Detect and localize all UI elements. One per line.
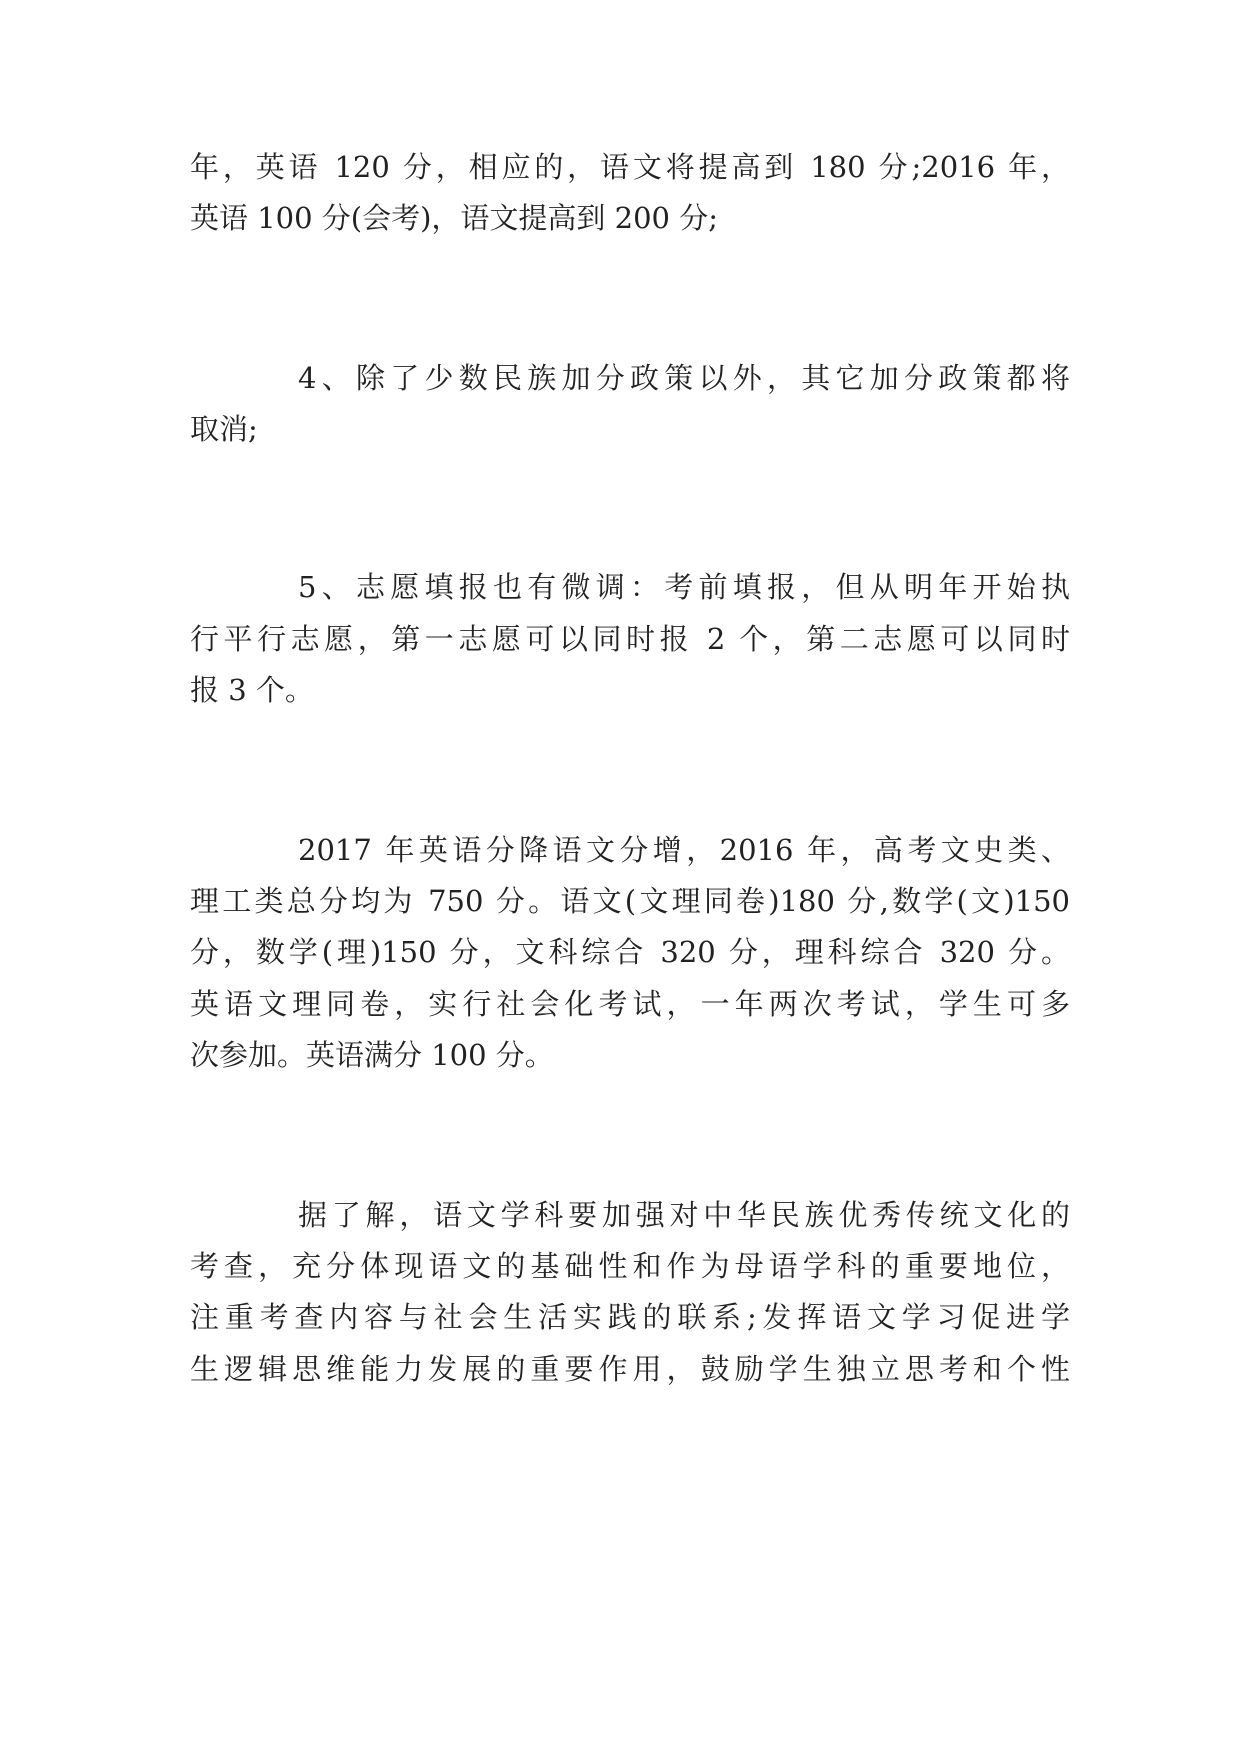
paragraph-3-line-3: 报 3 个。 [190,673,314,707]
paragraph-3-line-2: 行平行志愿，第一志愿可以同时报 2 个，第二志愿可以同时 [190,622,1070,656]
paragraph-2-line-2: 取消; [190,412,258,446]
paragraph-4-line-4: 英语文理同卷，实行社会化考试，一年两次考试，学生可多 [190,987,1070,1021]
paragraph-5-line-4: 生逻辑思维能力发展的重要作用，鼓励学生独立思考和个性 [190,1352,1070,1386]
paragraph-4-line-3: 分，数学(理)150 分，文科综合 320 分，理科综合 320 分。 [190,935,1070,969]
paragraph-4-line-2: 理工类总分均为 750 分。语文(文理同卷)180 分,数学(文)150 [190,884,1070,918]
paragraph-5-line-3: 注重考查内容与社会生活实践的联系;发挥语文学习促进学 [190,1300,1070,1334]
paragraph-4-line-1: 2017 年英语分降语文分增，2016 年，高考文史类、 [298,833,1070,867]
paragraph-1-line-2: 英语 100 分(会考)，语文提高到 200 分; [190,201,718,235]
paragraph-2-line-1: 4、除了少数民族加分政策以外，其它加分政策都将 [298,361,1070,395]
paragraph-3-line-1: 5、志愿填报也有微调：考前填报，但从明年开始执 [298,570,1070,604]
paragraph-4-line-5: 次参加。英语满分 100 分。 [190,1038,554,1072]
paragraph-5-line-2: 考查，充分体现语文的基础性和作为母语学科的重要地位， [190,1249,1070,1283]
paragraph-5-line-1: 据了解，语文学科要加强对中华民族优秀传统文化的 [298,1198,1070,1232]
paragraph-1-line-1: 年，英语 120 分，相应的，语文将提高到 180 分;2016 年， [190,150,1070,184]
